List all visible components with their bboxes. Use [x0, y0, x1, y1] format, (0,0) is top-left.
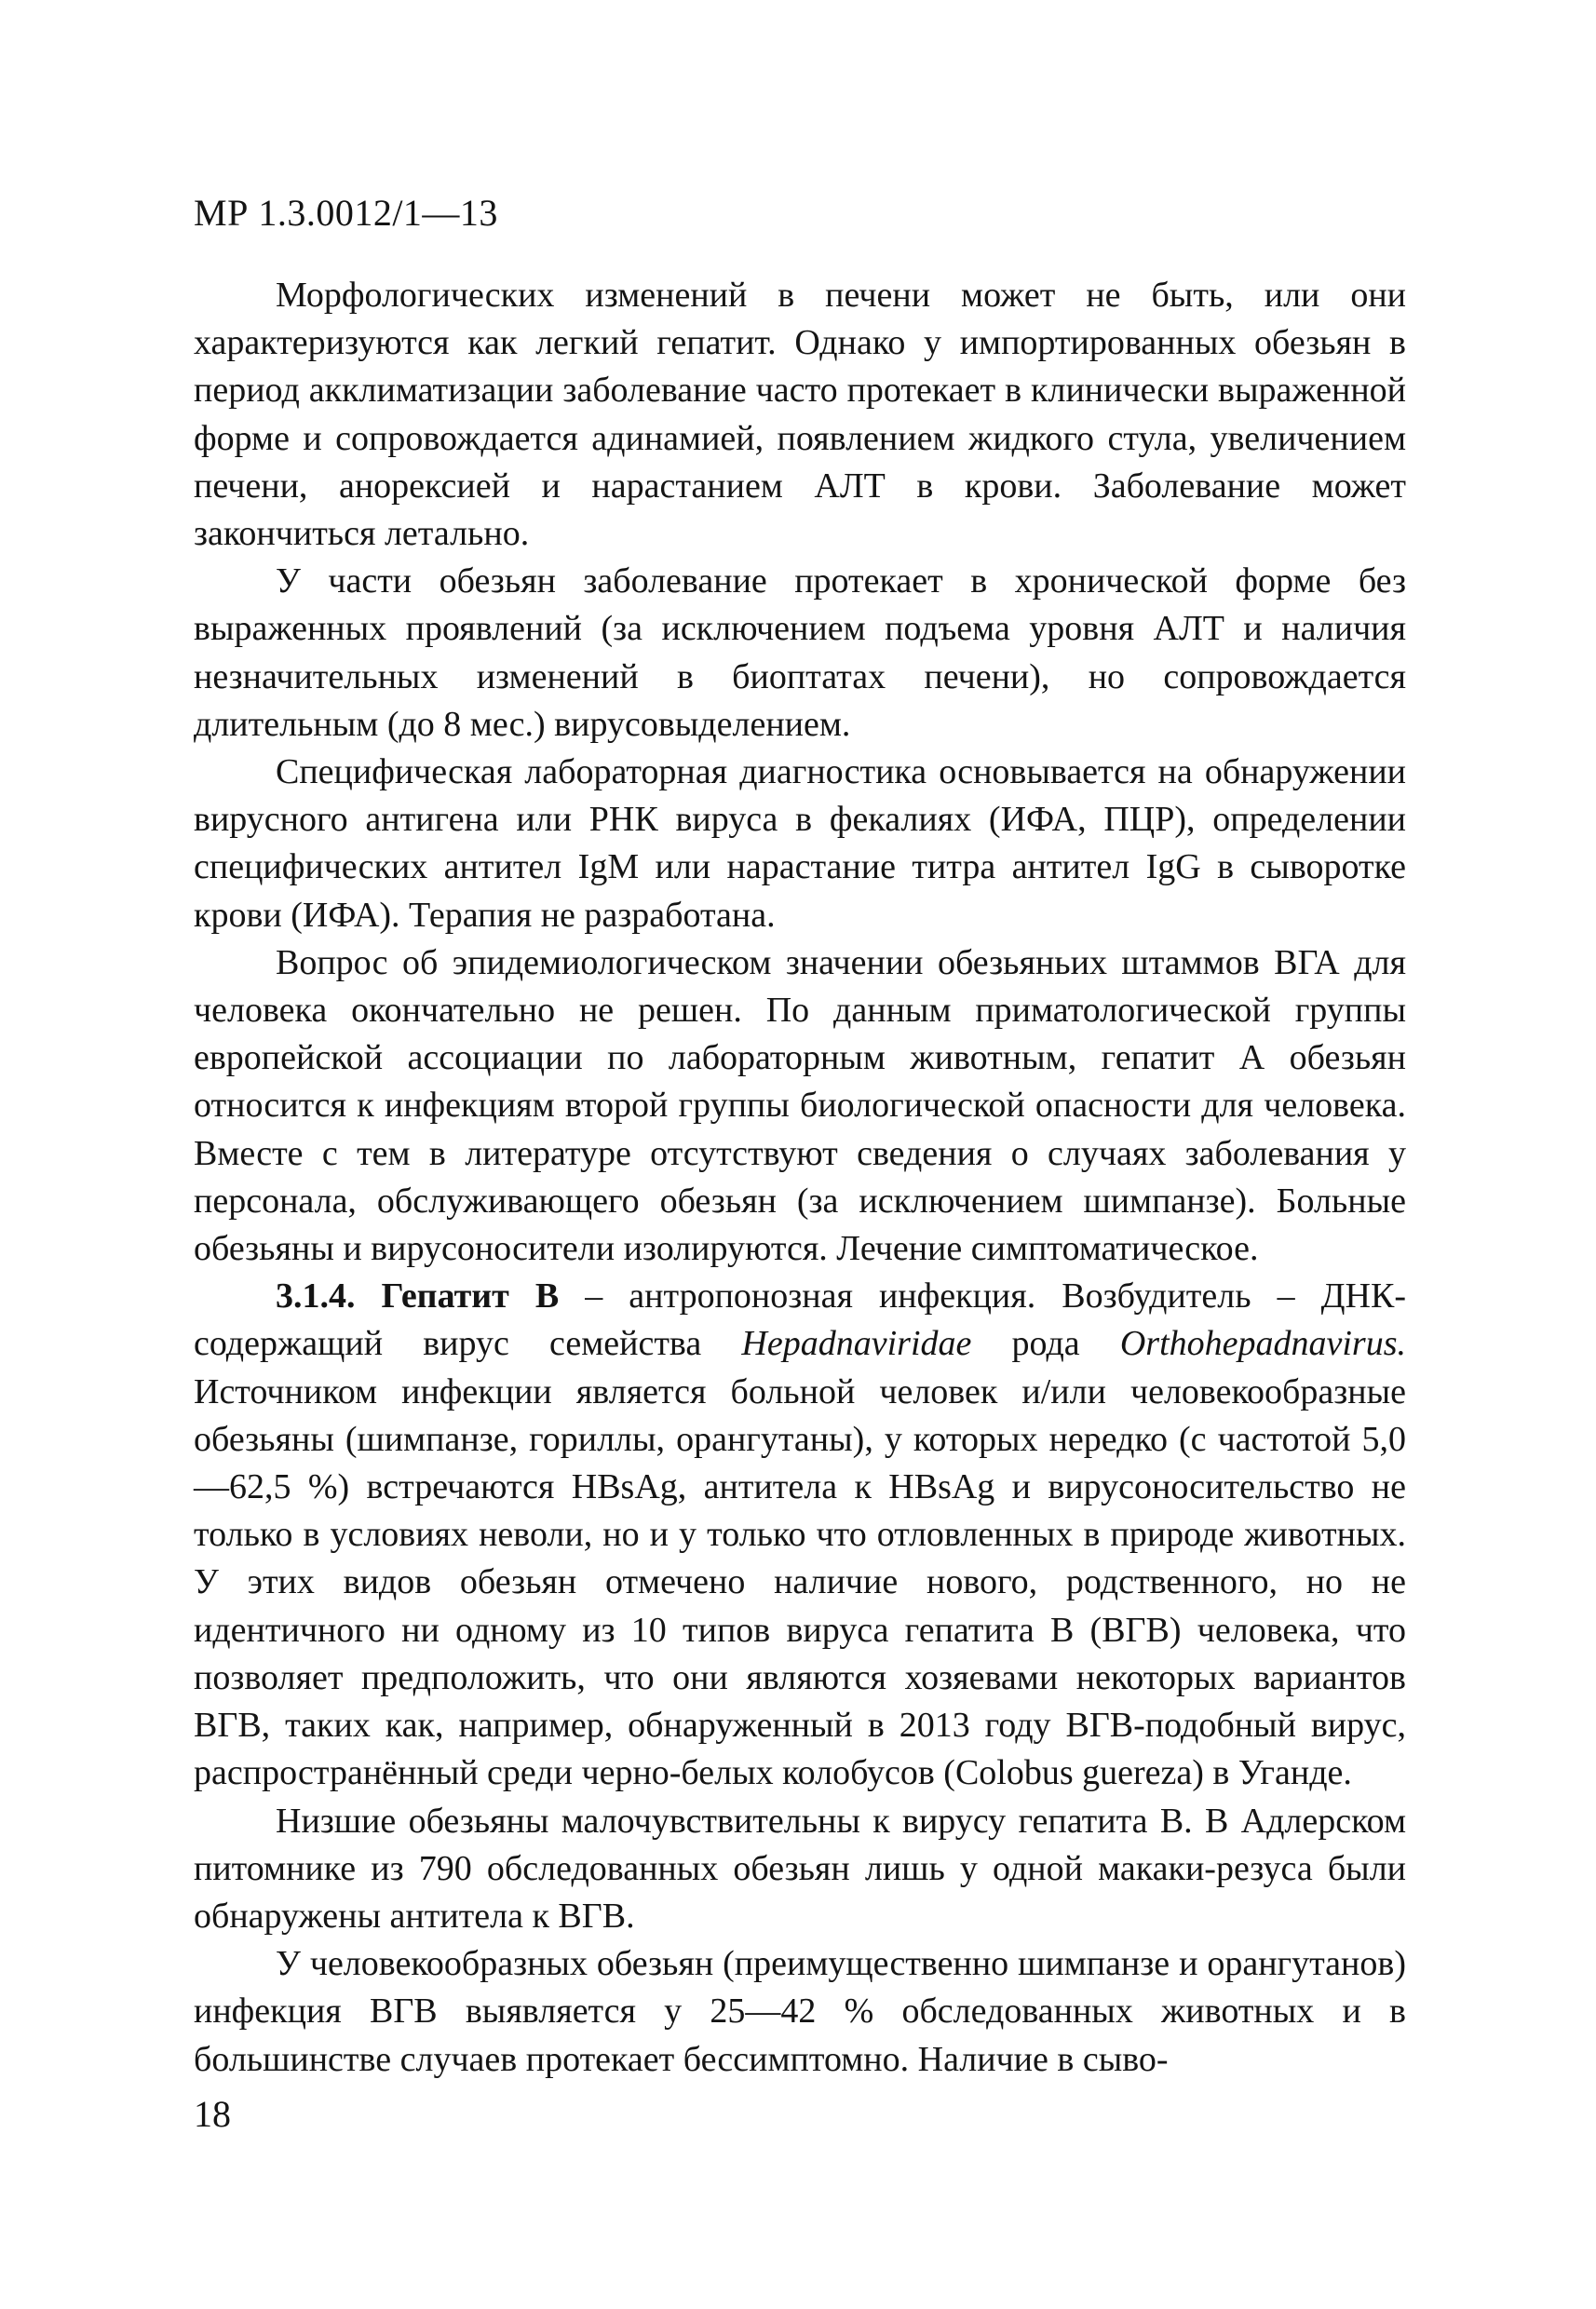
page-number: 18 [194, 2093, 231, 2135]
paragraph-lower-monkeys: Низшие обезьяны малочувствительны к вирусу гепатита В. В Адлерском питомнике из 790 обследованных обезьян лишь у одной макаки-резуса были обнаружены антитела к ВГВ. [194, 1801, 1406, 1936]
hepatitis-b-text-part3: Источником инфекции является больной человек и/или человекообразные обезьяны (шимпанзе, гориллы, орангутаны), у которых нередко (с частотой 5,0—62,5 %) встречаются HBsAg, антитела к HBsAg и вирусоносительство не только в условиях неволи, но и у только что отловленных в природе животных. У этих видов обезьян отмечено наличие нового, родственного, но не идентичного ни одному из 10 типов вируса гепатита В (ВГВ) человека, что позволяет предположить, что они являются хозяевами некоторых вариантов ВГВ, таких как, например, обнаруженный в 2013 году ВГВ-подобный вирус, распространённый среди черно-белых колобусов (Colobus guereza) в Уганде. [194, 1371, 1406, 1793]
hepatitis-b-text-part1: – антропонозная инфекция. Возбудитель – ДНК-содержащий вирус семейства [194, 1276, 1406, 1364]
document-code-header: МР 1.3.0012/1—13 [194, 192, 498, 234]
section-heading-hepatitis-b: 3.1.4. Гепатит В [276, 1276, 560, 1317]
paragraph-morphology: Морфологических изменений в печени может не быть, или они характеризуются как легкий гепатит. Однако у импортированных обезьян в период акклиматизации заболевание часто протекает в клинически выраженной форме и сопровождается адинамией, появлением жидкого стула, увеличением печени, анорексией и нарастанием АЛТ в крови. Заболевание может закончиться летально. [194, 276, 1406, 554]
paragraph-lab-diagnostics: Специфическая лабораторная диагностика основывается на обнаружении вирусного антигена или РНК вируса в фекалиях (ИФА, ПЦР), определении специфических антител IgM или нарастание титра антител IgG в сыворотке крови (ИФА). Терапия не разработана. [194, 752, 1406, 935]
paragraph-chronic-form: У части обезьян заболевание протекает в хронической форме без выраженных проявлений (за исключением подъема уровня АЛТ и наличия незначительных изменений в биоптатах печени), но сопровождается длительным (до 8 мес.) вирусовыделением. [194, 561, 1406, 744]
paragraph-great-apes: У человекообразных обезьян (преимущественно шимпанзе и орангутанов) инфекция ВГВ выявляется у 25—42 % обследованных животных и в большинстве случаев протекает бессимптомно. Наличие в сыво- [194, 1944, 1406, 2079]
paragraph-epidemiology: Вопрос об эпидемиологическом значении обезьяньих штаммов ВГА для человека окончательно не решен. По данным приматологической группы европейской ассоциации по лабораторным животным, гепатит А обезьян относится к инфекциям второй группы биологической опасности для человека. Вместе с тем в литературе отсутствуют сведения о случаях заболевания у персонала, обслуживающего обезьян (за исключением шимпанзе). Больные обезьяны и вирусоносители изолируются. Лечение симптоматическое. [194, 942, 1406, 1269]
document-body [194, 272, 1406, 2084]
paragraph-hepatitis-b [194, 1273, 1406, 1797]
virus-genus-name: Orthohepadnavirus. [1119, 1324, 1406, 1364]
virus-family-name: Hepadnaviridae [741, 1324, 972, 1364]
hepatitis-b-text-part2: рода [971, 1324, 1120, 1364]
